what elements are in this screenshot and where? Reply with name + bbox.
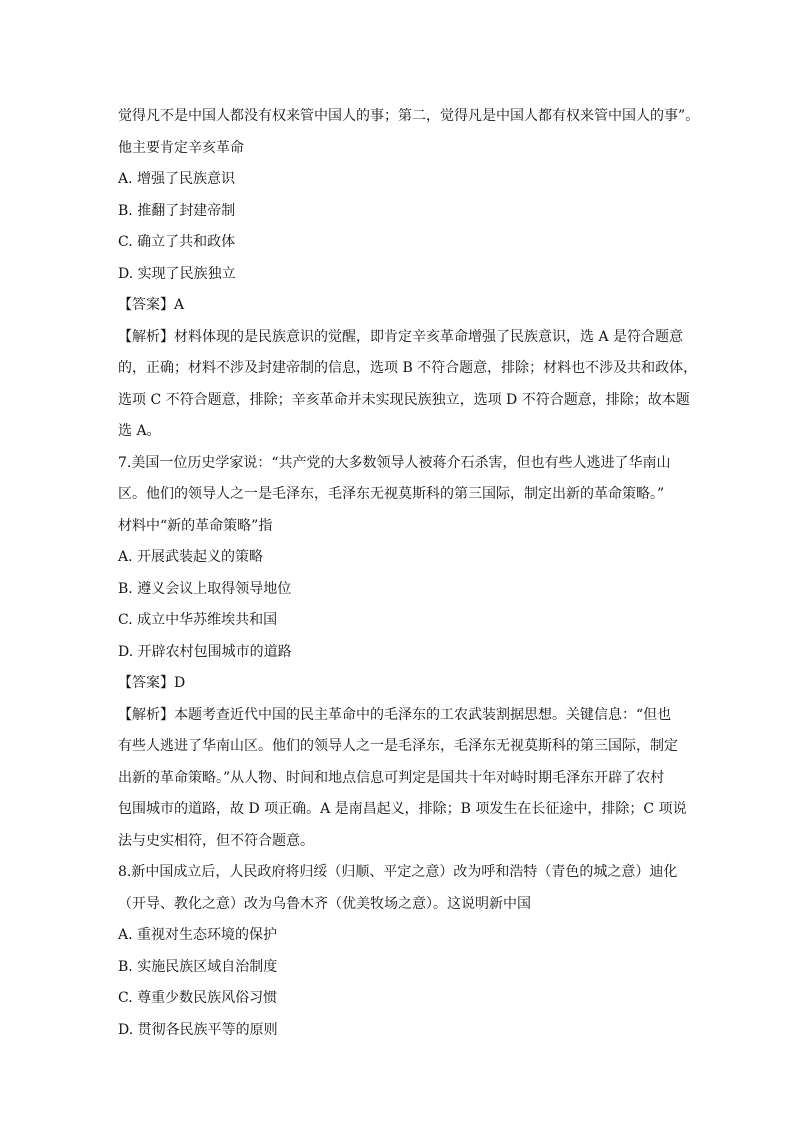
question-8-option-b: B. 实施民族区域自治制度: [118, 958, 278, 975]
question-7-stem-line-3: 材料中“新的革命策略”指: [118, 517, 273, 534]
answer-label: 【答案】: [118, 297, 174, 313]
question-6-analysis-line-1: [118, 322, 688, 354]
question-7-option-a: A. 开展武装起义的策略: [118, 549, 264, 565]
analysis-text: 材料体现的是民族意识的觉醒，即肯定辛亥革命增强了民族意识，选 A 是符合题意: [174, 328, 684, 345]
question-6-option-c: C. 确立了共和政体: [118, 234, 236, 250]
answer-value: D: [174, 675, 186, 691]
analysis-text: 本题考查近代中国的民主革命中的毛泽东的工农武装割据思想。关键信息：“但也: [174, 706, 672, 723]
question-6-analysis-line-2: 的，正确；材料不涉及封建帝制的信息，选项 B 不符合题意，排除；材料也不涉及共和政体，: [118, 360, 698, 376]
question-7-option-b: B. 遵义会议上取得领导地位: [118, 580, 292, 597]
answer-label: 【答案】: [118, 675, 174, 691]
question-6-analysis-line-4: 选 A。: [118, 423, 161, 439]
question-7: [118, 448, 688, 858]
question-8-stem-line-1: 8.新中国成立后，人民政府将归绥（归顺、平定之意）改为呼和浩特（青色的城之意）迪化: [118, 864, 678, 880]
question-7-stem-line-2: 区。他们的领导人之一是毛泽东，毛泽东无视莫斯科的第三国际，制定出新的革命策略。”: [118, 486, 665, 502]
question-6-option-d: D. 实现了民族独立: [118, 265, 236, 282]
question-6-option-a: A. 增强了民族意识: [118, 171, 236, 187]
question-8-option-a: A. 重视对生态环境的保护: [118, 927, 278, 943]
analysis-label: 【解析】: [118, 706, 174, 723]
question-8-option-c: C. 尊重少数民族风俗习惯: [118, 990, 278, 1006]
question-8-option-d: D. 贯彻各民族平等的原则: [118, 1021, 278, 1038]
question-7-analysis-line-3: 出新的革命策略。”从人物、时间和地点信息可判定是国共十年对峙时期毛泽东开辟了农村: [118, 769, 665, 786]
question-6-option-b: B. 推翻了封建帝制: [118, 202, 236, 219]
question-6-analysis-line-3: 选项 C 不符合题意，排除；辛亥革命并未实现民族独立，选项 D 不符合题意，排除；故本题: [118, 391, 690, 408]
question-7-analysis-line-1: [118, 700, 688, 732]
question-6-stem-line-1: 觉得凡不是中国人都没有权来管中国人的事；第二，觉得凡是中国人都有权来管中国人的事”。: [118, 108, 700, 124]
question-7-analysis-line-2: 有些人逃进了华南山区。他们的领导人之一是毛泽东，毛泽东无视莫斯科的第三国际，制定: [118, 738, 678, 754]
question-7-option-d: D. 开辟农村包围城市的道路: [118, 643, 292, 660]
question-7-analysis-line-4: 包围城市的道路，故 D 项正确。A 是南昌起义，排除；B 项发生在长征途中，排除；C 项说: [118, 801, 687, 817]
question-8-stem-line-2: （开导、教化之意）改为乌鲁木齐（优美牧场之意）。这说明新中国: [118, 895, 531, 912]
document-page: [118, 101, 700, 1046]
question-8: [118, 857, 688, 1046]
question-6-stem-line-2: 他主要肯定辛亥革命: [118, 139, 244, 156]
answer-value: A: [174, 297, 185, 313]
question-7-answer: [118, 668, 688, 700]
question-7-analysis-line-5: 法与史实相符，但不符合题意。: [118, 832, 314, 849]
question-6-answer: [118, 290, 688, 322]
question-7-stem-line-1: 7.美国一位历史学家说：“共产党的大多数领导人被蒋介石杀害，但也有些人逃进了华南山: [118, 454, 671, 471]
analysis-label: 【解析】: [118, 328, 174, 345]
question-7-option-c: C. 成立中华苏维埃共和国: [118, 612, 278, 628]
question-6: [118, 101, 700, 448]
